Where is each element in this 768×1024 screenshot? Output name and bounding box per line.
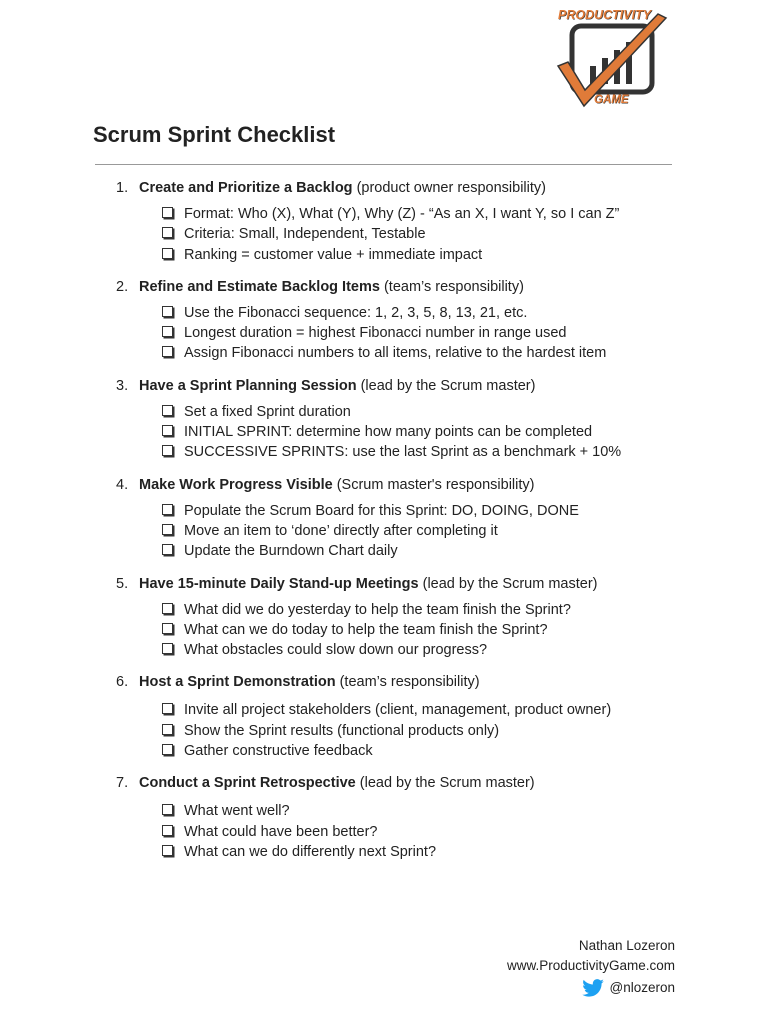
checkbox-icon[interactable] bbox=[162, 346, 173, 357]
checklist-item-label: Populate the Scrum Board for this Sprint: DO, DOING, DONE bbox=[184, 502, 579, 519]
checklist-item bbox=[162, 303, 716, 323]
step-title: Host a Sprint Demonstration bbox=[139, 674, 336, 691]
twitter-line bbox=[507, 978, 675, 998]
step-number: 7. bbox=[116, 775, 129, 792]
checklist-item-label: Ranking = customer value + immediate impact bbox=[184, 246, 483, 263]
checklist-item-label: What obstacles could slow down our progress? bbox=[184, 642, 488, 659]
checklist-item bbox=[162, 442, 716, 462]
step-note: (team’s responsibility) bbox=[335, 674, 480, 691]
checkbox-icon[interactable] bbox=[162, 804, 173, 815]
step-note: (lead by the Scrum master) bbox=[418, 575, 598, 592]
checklist-step bbox=[116, 475, 716, 562]
checkbox-icon[interactable] bbox=[162, 306, 173, 317]
checklist-item-label: Gather constructive feedback bbox=[184, 743, 373, 760]
step-number: 6. bbox=[116, 674, 129, 691]
step-note: (lead by the Scrum master) bbox=[355, 775, 535, 792]
twitter-bird-icon bbox=[582, 979, 604, 997]
checkbox-icon[interactable] bbox=[162, 425, 173, 436]
checklist-item-label: What can we do today to help the team finish the Sprint? bbox=[184, 621, 548, 638]
checkbox-icon[interactable] bbox=[162, 845, 173, 856]
checklist-item-label: Use the Fibonacci sequence: 1, 2, 3, 5, 8, 13, 21, etc. bbox=[184, 304, 528, 321]
checklist-item-label: Move an item to ‘done’ directly after completing it bbox=[184, 522, 498, 539]
step-note: (Scrum master's responsibility) bbox=[332, 476, 535, 493]
checklist-item-label: Assign Fibonacci numbers to all items, relative to the hardest item bbox=[184, 345, 607, 362]
checklist-step bbox=[116, 672, 716, 761]
checkbox-icon[interactable] bbox=[162, 524, 173, 535]
step-number: 4. bbox=[116, 476, 129, 493]
step-note: (lead by the Scrum master) bbox=[356, 377, 536, 394]
step-title: Make Work Progress Visible bbox=[139, 476, 333, 493]
author-name: Nathan Lozeron bbox=[578, 938, 675, 953]
checklist-step bbox=[116, 277, 716, 364]
step-title: Refine and Estimate Backlog Items bbox=[139, 278, 380, 295]
checklist-item-label: What did we do yesterday to help the team finish the Sprint? bbox=[184, 601, 571, 618]
checklist-item bbox=[162, 801, 716, 821]
checklist-item-label: Format: Who (X), What (Y), Why (Z) - “As an X, I want Y, so I can Z” bbox=[184, 206, 620, 222]
checklist-item bbox=[162, 402, 716, 422]
checklist-item bbox=[162, 620, 716, 640]
checkbox-icon[interactable] bbox=[162, 445, 173, 456]
step-heading bbox=[116, 574, 716, 594]
footer bbox=[507, 936, 675, 998]
checklist-item-label: Criteria: Small, Independent, Testable bbox=[184, 226, 426, 243]
checkbox-icon[interactable] bbox=[162, 207, 173, 218]
checklist-item-label: What went well? bbox=[184, 803, 290, 820]
checkbox-icon[interactable] bbox=[162, 504, 173, 515]
checklist-item-label: Update the Burndown Chart daily bbox=[184, 543, 398, 560]
step-heading bbox=[116, 376, 716, 396]
title-divider bbox=[95, 164, 672, 165]
step-heading bbox=[116, 178, 716, 198]
checklist-item bbox=[162, 343, 716, 363]
step-heading bbox=[116, 773, 716, 793]
checklist-step bbox=[116, 773, 716, 862]
checklist-item-label: Longest duration = highest Fibonacci number in range used bbox=[184, 325, 567, 342]
checkbox-icon[interactable] bbox=[162, 825, 173, 836]
checkbox-icon[interactable] bbox=[162, 744, 173, 755]
step-title: Conduct a Sprint Retrospective bbox=[139, 775, 356, 792]
checkbox-icon[interactable] bbox=[162, 326, 173, 337]
logo-bottom-text: GAME bbox=[594, 94, 629, 106]
checklist-item bbox=[162, 245, 716, 265]
step-title: Create and Prioritize a Backlog bbox=[139, 180, 353, 196]
checklist-item bbox=[162, 422, 716, 442]
sprint-checklist bbox=[116, 178, 716, 874]
checkbox-icon[interactable] bbox=[162, 643, 173, 654]
checklist-item bbox=[162, 741, 716, 761]
checklist-item bbox=[162, 323, 716, 343]
checkbox-icon[interactable] bbox=[162, 227, 173, 238]
productivity-game-logo bbox=[554, 4, 672, 114]
step-number: 2. bbox=[116, 278, 129, 295]
step-number: 1. bbox=[116, 180, 129, 196]
checklist-item bbox=[162, 700, 716, 720]
checklist-item bbox=[162, 600, 716, 620]
checklist-item-label: Invite all project stakeholders (client, management, product owner) bbox=[184, 702, 612, 719]
checkbox-icon[interactable] bbox=[162, 703, 173, 714]
step-heading bbox=[116, 475, 716, 495]
checklist-step bbox=[116, 178, 716, 265]
step-note: (product owner responsibility) bbox=[352, 180, 546, 196]
checklist-item bbox=[162, 204, 716, 224]
checklist-item bbox=[162, 640, 716, 660]
checklist-item-label: What can we do differently next Sprint? bbox=[184, 843, 437, 860]
checklist-item bbox=[162, 224, 716, 244]
checklist-step bbox=[116, 574, 716, 661]
checklist-item-label: SUCCESSIVE SPRINTS: use the last Sprint as a benchmark + 10% bbox=[184, 444, 622, 461]
checkbox-icon[interactable] bbox=[162, 248, 173, 259]
logo-top-text: PRODUCTIVITY bbox=[558, 8, 652, 22]
checkbox-icon[interactable] bbox=[162, 544, 173, 555]
step-heading bbox=[116, 672, 716, 692]
checklist-item bbox=[162, 501, 716, 521]
checklist-item bbox=[162, 541, 716, 561]
checkbox-icon[interactable] bbox=[162, 405, 173, 416]
step-title: Have a Sprint Planning Session bbox=[139, 377, 357, 394]
website-link[interactable]: www.ProductivityGame.com bbox=[506, 958, 675, 973]
checklist-item bbox=[162, 822, 716, 842]
page-title: Scrum Sprint Checklist bbox=[93, 122, 336, 147]
checklist-item bbox=[162, 842, 716, 862]
checklist-step bbox=[116, 376, 716, 463]
step-number: 5. bbox=[116, 575, 129, 592]
checklist-item-label: Show the Sprint results (functional products only) bbox=[184, 722, 500, 739]
step-number: 3. bbox=[116, 377, 129, 394]
checklist-item bbox=[162, 521, 716, 541]
checkbox-icon[interactable] bbox=[162, 623, 173, 634]
checklist-item bbox=[162, 721, 716, 741]
twitter-handle[interactable]: @nlozeron bbox=[609, 980, 675, 995]
checkbox-icon[interactable] bbox=[162, 724, 173, 735]
checklist-item-label: INITIAL SPRINT: determine how many points can be completed bbox=[184, 424, 593, 441]
checklist-item-label: Set a fixed Sprint duration bbox=[184, 403, 351, 420]
step-title: Have 15-minute Daily Stand-up Meetings bbox=[139, 575, 419, 592]
step-heading bbox=[116, 277, 716, 297]
checkbox-icon[interactable] bbox=[162, 603, 173, 614]
checklist-item-label: What could have been better? bbox=[184, 823, 378, 840]
step-note: (team’s responsibility) bbox=[379, 278, 524, 295]
